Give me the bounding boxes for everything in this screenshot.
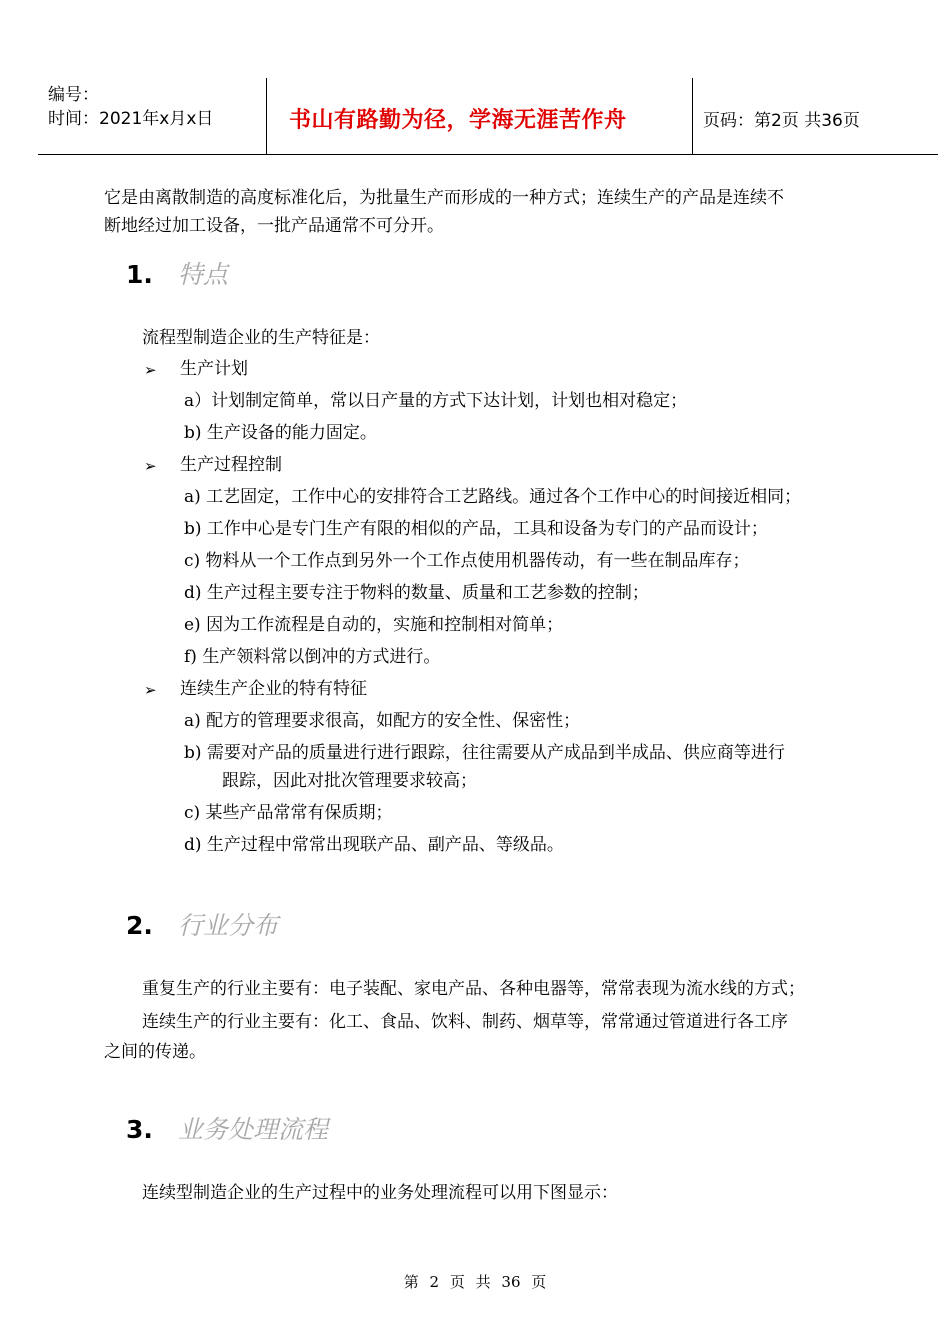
bullet-arrow-icon: ➢	[144, 681, 157, 699]
intro-line-1: 它是由离散制造的高度标准化后，为批量生产而形成的一种方式；连续生产的产品是连续不	[104, 188, 784, 208]
footer-ye2: 页	[531, 1273, 547, 1291]
section2-line-1: 重复生产的行业主要有：电子装配、家电产品、各种电器等，常常表现为流水线的方式；	[142, 979, 805, 999]
section-title: 特点	[178, 260, 229, 289]
footer-total-pages: 36	[501, 1273, 521, 1291]
page-footer	[0, 1271, 950, 1292]
doc-date-label: 时间：2021年x月x日	[48, 109, 214, 129]
list-item: d) 生产过程主要专注于物料的数量、质量和工艺参数的控制；	[184, 583, 649, 603]
list-item: e) 因为工作流程是自动的，实施和控制相对简单；	[184, 615, 564, 635]
list-item: b) 工作中心是专门生产有限的相似的产品，工具和设备为专门的产品而设计；	[184, 519, 768, 539]
list-item: a）计划制定简单，常以日产量的方式下达计划，计划也相对稳定；	[184, 391, 688, 411]
section2-line-3: 之间的传递。	[104, 1042, 206, 1062]
list-item: b) 需要对产品的质量进行进行跟踪，往往需要从产成品到半成品、供应商等进行	[184, 743, 785, 763]
list-item: f) 生产领料常以倒冲的方式进行。	[184, 647, 441, 667]
header-page-label: 页码：第2页 共36页	[703, 111, 860, 131]
section-heading-2	[126, 911, 278, 941]
section-title: 业务处理流程	[178, 1115, 329, 1144]
header-meta-cell	[38, 78, 267, 154]
section1-lead: 流程型制造企业的生产特征是：	[142, 328, 380, 348]
intro-line-2: 断地经过加工设备，一批产品通常不可分开。	[104, 216, 444, 236]
header-motto-cell	[267, 78, 693, 154]
group-title-production-plan: 生产计划	[180, 359, 248, 379]
footer-ye: 页	[449, 1273, 465, 1291]
footer-page-number: 2	[429, 1273, 440, 1291]
section-title: 行业分布	[178, 911, 279, 940]
list-item-continuation: 跟踪，因此对批次管理要求较高；	[222, 771, 477, 791]
list-item: a) 配方的管理要求很高，如配方的安全性、保密性；	[184, 711, 581, 731]
footer-di: 第	[403, 1273, 419, 1291]
list-item: c) 物料从一个工作点到另外一个工作点使用机器传动，有一些在制品库存；	[184, 551, 750, 571]
section-heading-3	[126, 1115, 328, 1145]
bullet-arrow-icon: ➢	[144, 361, 157, 379]
section3-line-1: 连续型制造企业的生产过程中的业务处理流程可以用下图显示：	[142, 1183, 618, 1203]
header-motto: 书山有路勤为径，学海无涯苦作舟	[289, 108, 627, 133]
list-item: c) 某些产品常常有保质期；	[184, 803, 393, 823]
list-item: a) 工艺固定，工作中心的安排符合工艺路线。通过各个工作中心的时间接近相同；	[184, 487, 802, 507]
section-number: 1.	[126, 260, 153, 289]
section2-line-2: 连续生产的行业主要有：化工、食品、饮料、制药、烟草等，常常通过管道进行各工序	[142, 1012, 788, 1032]
group-title-special-features: 连续生产企业的特有特征	[180, 679, 367, 699]
bullet-arrow-icon: ➢	[144, 457, 157, 475]
footer-gong: 共	[475, 1273, 491, 1291]
section-number: 3.	[126, 1115, 153, 1144]
header-page-cell	[693, 78, 938, 154]
section-heading-1	[126, 260, 228, 290]
list-item: d) 生产过程中常常出现联产品、副产品、等级品。	[184, 835, 564, 855]
list-item: b) 生产设备的能力固定。	[184, 423, 377, 443]
section-number: 2.	[126, 911, 153, 940]
group-title-process-control: 生产过程控制	[180, 455, 282, 475]
page-header	[38, 78, 938, 155]
doc-number-label: 编号：	[48, 85, 99, 105]
